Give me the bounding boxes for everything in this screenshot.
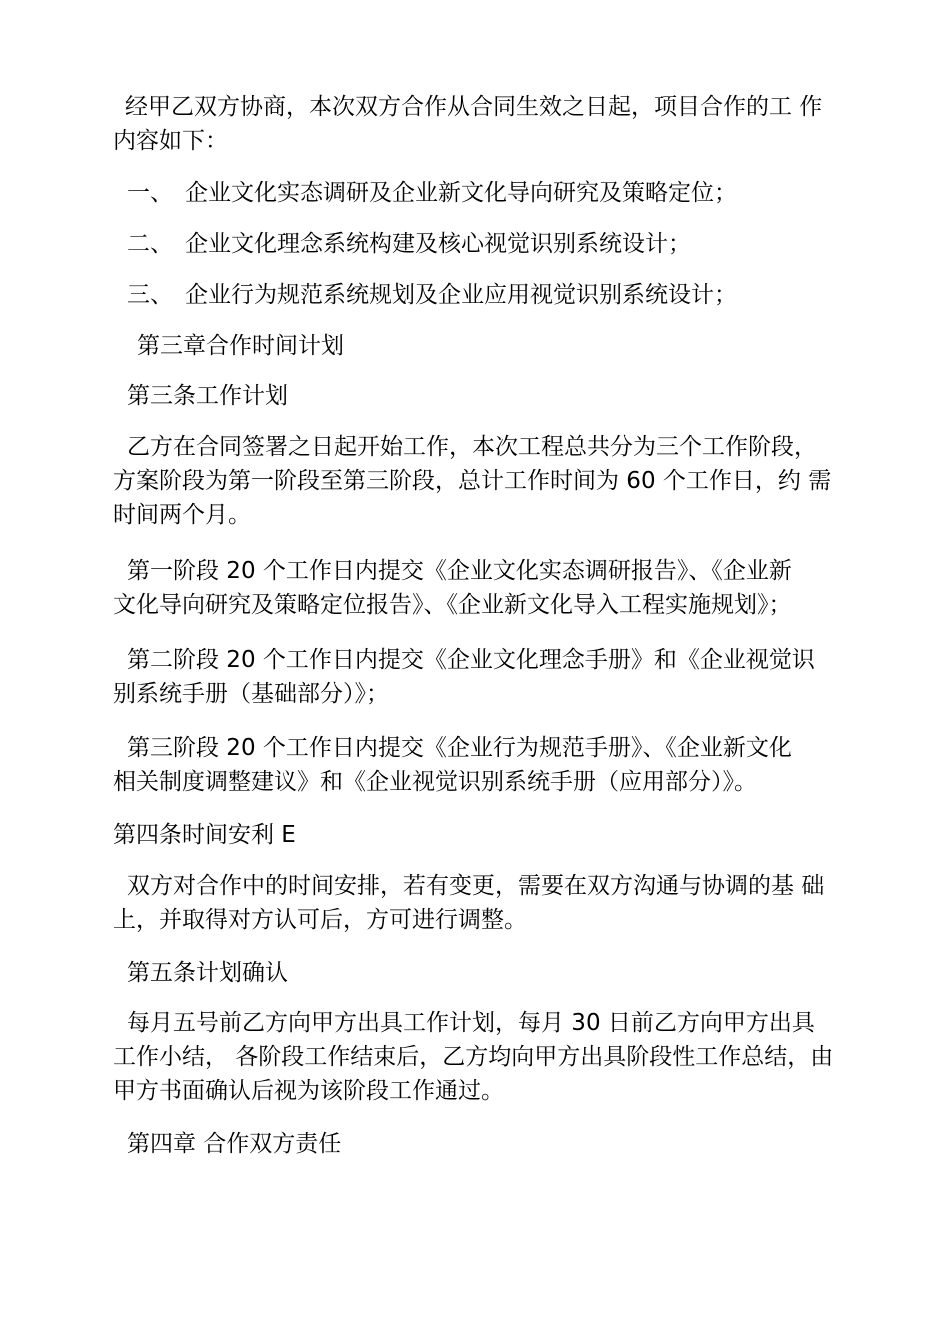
phase-2-paragraph [113,643,853,711]
list-item-text: 企业文化理念系统构建及核心视觉识别系统设计； [185,231,691,257]
list-item-text: 企业文化实态调研及企业新文化导向研究及策略定位； [185,180,737,206]
article-4-line-1: 双方对合作中的时间安排，若有变更，需要在双方沟通与协调的基 础 [127,873,825,899]
article-3-line-2: 方案阶段为第一阶段至第三阶段，总计工作时间为 60 个工作日，约 需 [113,468,832,494]
chapter-4-heading: 第四章 合作双方责任 [127,1131,342,1157]
article-3-line-3: 时间两个月。 [113,502,251,528]
article-5-title: 第五条计划确认 [127,960,288,986]
list-item-text: 企业行为规范系统规划及企业应用视觉识别系统设计； [185,282,737,308]
phase-2-line-1: 第二阶段 20 个工作日内提交《企业文化理念手册》和《企业视觉识 [127,647,815,673]
chapter-3-heading: 第三章合作时间计划 [137,333,344,359]
intro-line-2: 内容如下： [113,128,228,154]
phase-3-paragraph [113,731,853,799]
phase-3-line-1: 第三阶段 20 个工作日内提交《企业行为规范手册》、《企业新文化 [127,735,792,761]
article-5-line-1: 每月五号前乙方向甲方出具工作计划，每月 30 日前乙方向甲方出具 [127,1010,815,1036]
phase-1-line-2: 文化导向研究及策略定位报告》、《企业新文化导入工程实施规划》； [113,592,792,618]
article-5-line-2: 工作小结， 各阶段工作结束后，乙方均向甲方出具阶段性工作总结，由 [113,1044,834,1070]
list-item-number: 一、 [127,180,173,206]
article-3-line-1: 乙方在合同签署之日起开始工作，本次工程总共分为三个工作阶段， [127,434,817,460]
phase-2-line-2: 别系统手册（基础部分）》； [113,681,389,707]
phase-3-line-2: 相关制度调整建议》和《企业视觉识别系统手册（应用部分）》。 [113,769,757,795]
phase-1-paragraph [113,554,853,622]
article-5-paragraph [113,1006,853,1108]
intro-paragraph [113,90,853,158]
intro-line-1: 经甲乙双方协商，本次双方合作从合同生效之日起，项目合作的工 作 [125,94,823,120]
article-5-line-3: 甲方书面确认后视为该阶段工作通过。 [113,1078,504,1104]
list-item-number: 三、 [127,282,173,308]
list-item-number: 二、 [127,231,173,257]
article-4-line-2: 上，并取得对方认可后，方可进行调整。 [113,907,527,933]
article-4-title: 第四条时间安利 E [113,822,296,848]
article-3-paragraph [113,430,853,532]
article-4-paragraph [113,869,853,937]
phase-1-line-1: 第一阶段 20 个工作日内提交《企业文化实态调研报告》、《企业新 [127,558,792,584]
article-3-title: 第三条工作计划 [127,383,288,409]
